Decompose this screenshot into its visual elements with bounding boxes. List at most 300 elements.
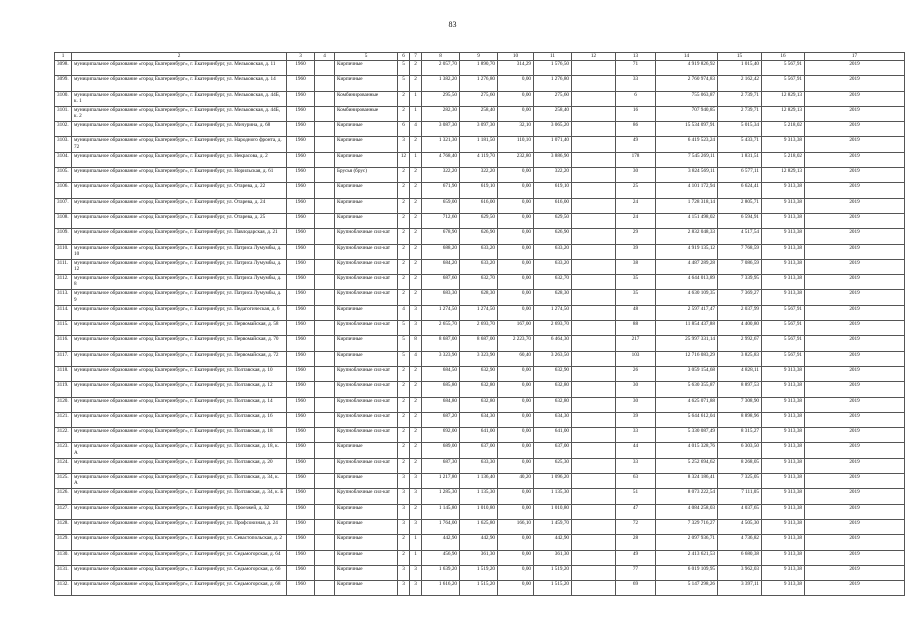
cell-cost: 4 015 328,76 — [656, 443, 718, 458]
cell-residents: 48 — [616, 305, 656, 320]
cell-nonres: 0,00 — [498, 183, 534, 198]
cell-living: 626,90 — [460, 229, 498, 244]
cell-residents: 35 — [616, 275, 656, 290]
cell-nonres: 232,80 — [498, 152, 534, 167]
cell-cost: 4 644 013,89 — [656, 275, 718, 290]
cell-cost: 7 329 716,27 — [656, 519, 718, 534]
cell-cost: 25 997 331,14 — [656, 336, 718, 351]
cell-nonres: 0,00 — [498, 76, 534, 91]
cell-empty-12 — [572, 183, 616, 198]
cell-unit: 4 505,30 — [718, 519, 762, 534]
cell-year: 1960 — [287, 519, 315, 534]
cell-nonres: 0,00 — [498, 458, 534, 473]
cell-plan: 2019 — [805, 61, 905, 76]
cell-addr: муниципальное образование «город Екатеринбург», г. Екатеринбург, ул. Мельковская, д. 11 — [72, 61, 287, 76]
cell-total: 1 135,30 — [534, 489, 572, 504]
cell-unit: 7 768,59 — [718, 244, 762, 259]
cell-floors: 2 — [398, 106, 410, 121]
cell-empty-12 — [572, 504, 616, 519]
cell-plan: 2019 — [805, 244, 905, 259]
cell-unit: 6 594,91 — [718, 213, 762, 228]
cell-addr: муниципальное образование «город Екатеринбург», г. Екатеринбург, ул. Патриса Лумумбы, д. 9 — [72, 290, 287, 305]
header-cell-5: 5 — [335, 53, 398, 61]
cell-cost: 3 059 154,68 — [656, 366, 718, 381]
cell-price: 12 829,13 — [762, 168, 805, 183]
table-row — [55, 152, 905, 167]
cell-year: 1960 — [287, 412, 315, 427]
cell-residents: 24 — [616, 198, 656, 213]
cell-price: 9 313,38 — [762, 565, 805, 580]
cell-entr: 2 — [410, 504, 422, 519]
cell-nonres: 0,00 — [498, 565, 534, 580]
cell-price: 9 313,38 — [762, 275, 805, 290]
cell-unit: 3 962,03 — [718, 565, 762, 580]
cell-living: 1 625,80 — [460, 519, 498, 534]
cell-price: 9 313,38 — [762, 458, 805, 473]
cell-area: 2 655,70 — [422, 321, 460, 336]
cell-nonres: 0,00 — [498, 91, 534, 106]
cell-nonres: 0,00 — [498, 275, 534, 290]
cell-type: Крупноблочные сил-кат — [335, 366, 398, 381]
cell-type: Кирпичные — [335, 550, 398, 565]
cell-year: 1960 — [287, 504, 315, 519]
cell-empty-4 — [315, 366, 335, 381]
cell-year: 1960 — [287, 474, 315, 489]
cell-empty-4 — [315, 581, 335, 596]
cell-living: 641,00 — [460, 428, 498, 443]
cell-entr: 1 — [410, 550, 422, 565]
table-row — [55, 198, 905, 213]
table-row — [55, 275, 905, 290]
cell-area: 684,20 — [422, 259, 460, 274]
table-row — [55, 474, 905, 489]
cell-entr: 2 — [410, 290, 422, 305]
cell-addr: муниципальное образование «город Екатеринбург», г. Екатеринбург, ул. Полтавская, д. 34, к. Б — [72, 489, 287, 504]
cell-unit: 2 162,42 — [718, 76, 762, 91]
cell-num: 3108. — [55, 213, 72, 228]
cell-num: 3116. — [55, 336, 72, 351]
cell-cost: 8 324 186,41 — [656, 474, 718, 489]
cell-empty-12 — [572, 122, 616, 137]
cell-addr: муниципальное образование «город Екатеринбург», г. Екатеринбург, ул. Норильская, д. 61 — [72, 168, 287, 183]
cell-num: 3098. — [55, 61, 72, 76]
cell-unit: 3 825,83 — [718, 351, 762, 366]
cell-floors: 3 — [398, 504, 410, 519]
table-row — [55, 550, 905, 565]
cell-total: 6 464,30 — [534, 336, 572, 351]
cell-floors: 3 — [398, 565, 410, 580]
table-row — [55, 366, 905, 381]
cell-empty-12 — [572, 275, 616, 290]
cell-price: 12 829,13 — [762, 106, 805, 121]
cell-cost: 2 832 048,33 — [656, 229, 718, 244]
cell-floors: 5 — [398, 336, 410, 351]
cell-type: Кирпичные — [335, 581, 398, 596]
cell-cost: 5 330 087,49 — [656, 428, 718, 443]
cell-total: 637,00 — [534, 443, 572, 458]
cell-cost: 2 097 936,71 — [656, 535, 718, 550]
cell-empty-4 — [315, 168, 335, 183]
cell-plan: 2019 — [805, 290, 905, 305]
cell-nonres: 2 223,70 — [498, 336, 534, 351]
cell-empty-12 — [572, 137, 616, 152]
cell-unit: 8 315,27 — [718, 428, 762, 443]
cell-num: 3102. — [55, 122, 72, 137]
cell-year: 1960 — [287, 61, 315, 76]
cell-type: Крупноблочные сил-кат — [335, 428, 398, 443]
cell-living: 632,80 — [460, 382, 498, 397]
cell-living: 4 119,70 — [460, 152, 498, 167]
cell-unit: 4 828,11 — [718, 366, 762, 381]
cell-num: 3103. — [55, 137, 72, 152]
cell-total: 1 010,80 — [534, 504, 572, 519]
cell-nonres: 0,00 — [498, 397, 534, 412]
cell-num: 3120. — [55, 397, 72, 412]
housing-registry-table-wrap — [54, 52, 860, 596]
cell-unit: 7 111,05 — [718, 489, 762, 504]
cell-num: 3099. — [55, 76, 72, 91]
cell-plan: 2019 — [805, 183, 905, 198]
cell-year: 1960 — [287, 259, 315, 274]
cell-unit: 5 433,71 — [718, 137, 762, 152]
cell-entr: 2 — [410, 137, 422, 152]
cell-year: 1960 — [287, 290, 315, 305]
cell-unit: 4 736,82 — [718, 535, 762, 550]
cell-type: Кирпичные — [335, 336, 398, 351]
cell-total: 634,30 — [534, 412, 572, 427]
cell-empty-12 — [572, 351, 616, 366]
header-cell-2: 2 — [72, 53, 287, 61]
cell-empty-4 — [315, 198, 335, 213]
cell-nonres: 0,00 — [498, 198, 534, 213]
cell-year: 1960 — [287, 535, 315, 550]
cell-residents: 39 — [616, 244, 656, 259]
cell-plan: 2019 — [805, 229, 905, 244]
cell-plan: 2019 — [805, 458, 905, 473]
cell-num: 3107. — [55, 198, 72, 213]
cell-nonres: 0,00 — [498, 428, 534, 443]
header-cell-15: 15 — [718, 53, 762, 61]
cell-empty-12 — [572, 382, 616, 397]
cell-entr: 2 — [410, 244, 422, 259]
cell-empty-4 — [315, 106, 335, 121]
cell-living: 2 693,70 — [460, 321, 498, 336]
cell-empty-4 — [315, 504, 335, 519]
header-cell-9: 9 — [460, 53, 498, 61]
cell-type: Крупноблочные сил-кат — [335, 275, 398, 290]
cell-plan: 2019 — [805, 137, 905, 152]
cell-unit: 8 897,53 — [718, 382, 762, 397]
cell-price: 5 218,02 — [762, 122, 805, 137]
cell-year: 1960 — [287, 428, 315, 443]
cell-empty-12 — [572, 581, 616, 596]
cell-addr: муниципальное образование «город Екатеринбург», г. Екатеринбург, ул. Полтавская, д. 16 — [72, 412, 287, 427]
cell-plan: 2019 — [805, 382, 905, 397]
cell-residents: 69 — [616, 581, 656, 596]
cell-plan: 2019 — [805, 152, 905, 167]
cell-year: 1960 — [287, 565, 315, 580]
cell-floors: 4 — [398, 305, 410, 320]
cell-residents: 6 — [616, 91, 656, 106]
cell-plan: 2019 — [805, 351, 905, 366]
cell-empty-12 — [572, 412, 616, 427]
cell-total: 619,10 — [534, 183, 572, 198]
cell-empty-4 — [315, 76, 335, 91]
cell-year: 1960 — [287, 122, 315, 137]
cell-unit: 1 015,40 — [718, 61, 762, 76]
cell-floors: 2 — [398, 168, 410, 183]
cell-year: 1960 — [287, 91, 315, 106]
cell-area: 3 323,90 — [422, 351, 460, 366]
cell-num: 3130. — [55, 550, 72, 565]
cell-living: 632,80 — [460, 397, 498, 412]
cell-addr: муниципальное образование «город Екатеринбург», г. Екатеринбург, ул. Мельковская, д. 14 — [72, 76, 287, 91]
cell-nonres: 32,10 — [498, 122, 534, 137]
cell-addr: муниципальное образование «город Екатеринбург», г. Екатеринбург, ул. Отарева, д. 25 — [72, 213, 287, 228]
cell-living: 3 097,30 — [460, 122, 498, 137]
cell-entr: 4 — [410, 122, 422, 137]
cell-addr: муниципальное образование «город Екатеринбург», г. Екатеринбург, ул. Полтавская, д. 14 — [72, 397, 287, 412]
cell-living: 442,90 — [460, 535, 498, 550]
cell-total: 633,20 — [534, 244, 572, 259]
table-row — [55, 244, 905, 259]
cell-residents: 33 — [616, 428, 656, 443]
cell-price: 9 313,38 — [762, 213, 805, 228]
cell-empty-12 — [572, 336, 616, 351]
cell-living: 634,30 — [460, 412, 498, 427]
table-row — [55, 428, 905, 443]
cell-addr: муниципальное образование «город Екатеринбург», г. Екатеринбург, ул. Патриса Лумумбы, д. 12 — [72, 259, 287, 274]
cell-total: 616,00 — [534, 198, 572, 213]
cell-residents: 71 — [616, 61, 656, 76]
cell-total: 275,60 — [534, 91, 572, 106]
cell-num: 3126. — [55, 489, 72, 504]
cell-empty-12 — [572, 61, 616, 76]
cell-total: 1 071,40 — [534, 137, 572, 152]
cell-addr: муниципальное образование «город Екатеринбург», г. Екатеринбург, ул. Павлодарская, д. 21 — [72, 229, 287, 244]
cell-unit: 2 037,99 — [718, 305, 762, 320]
cell-total: 361,30 — [534, 550, 572, 565]
table-row — [55, 336, 905, 351]
cell-unit: 7 086,59 — [718, 259, 762, 274]
cell-year: 1960 — [287, 366, 315, 381]
cell-empty-4 — [315, 535, 335, 550]
cell-empty-12 — [572, 565, 616, 580]
cell-empty-4 — [315, 91, 335, 106]
cell-cost: 4 101 172,94 — [656, 183, 718, 198]
cell-type: Кирпичные — [335, 443, 398, 458]
cell-year: 1960 — [287, 458, 315, 473]
table-row — [55, 581, 905, 596]
cell-cost: 707 940,85 — [656, 106, 718, 121]
table-row — [55, 229, 905, 244]
cell-empty-12 — [572, 152, 616, 167]
table-row — [55, 412, 905, 427]
cell-num: 3105. — [55, 168, 72, 183]
cell-cost: 6 419 523,24 — [656, 137, 718, 152]
cell-empty-12 — [572, 229, 616, 244]
cell-year: 1960 — [287, 581, 315, 596]
cell-living: 619,10 — [460, 183, 498, 198]
cell-plan: 2019 — [805, 565, 905, 580]
cell-empty-4 — [315, 213, 335, 228]
table-row — [55, 535, 905, 550]
cell-empty-12 — [572, 76, 616, 91]
cell-empty-4 — [315, 443, 335, 458]
cell-type: Крупноблочные сил-кат — [335, 458, 398, 473]
cell-total: 322,20 — [534, 168, 572, 183]
cell-addr: муниципальное образование «город Екатеринбург», г. Екатеринбург, ул. Полтавская, д. 34, к. А — [72, 474, 287, 489]
cell-total: 633,20 — [534, 259, 572, 274]
cell-empty-4 — [315, 474, 335, 489]
cell-type: Кирпичные — [335, 519, 398, 534]
cell-year: 1960 — [287, 489, 315, 504]
cell-nonres: 0,00 — [498, 229, 534, 244]
cell-addr: муниципальное образование «город Екатеринбург», г. Екатеринбург, ул. Мельковская, д. 44Б, к. 1 — [72, 91, 287, 106]
cell-type: Кирпичные — [335, 535, 398, 550]
cell-plan: 2019 — [805, 519, 905, 534]
cell-residents: 33 — [616, 76, 656, 91]
cell-total: 632,80 — [534, 382, 572, 397]
table-body — [55, 53, 905, 596]
cell-plan: 2019 — [805, 336, 905, 351]
cell-empty-12 — [572, 305, 616, 320]
cell-plan: 2019 — [805, 397, 905, 412]
cell-floors: 6 — [398, 122, 410, 137]
cell-empty-12 — [572, 550, 616, 565]
cell-floors: 2 — [398, 397, 410, 412]
cell-addr: муниципальное образование «город Екатеринбург», г. Екатеринбург, ул. Полтавская, д. 20 — [72, 458, 287, 473]
cell-num: 3101. — [55, 106, 72, 121]
cell-cost: 5 147 298,26 — [656, 581, 718, 596]
cell-floors: 12 — [398, 152, 410, 167]
cell-price: 9 313,38 — [762, 366, 805, 381]
cell-floors: 2 — [398, 213, 410, 228]
cell-empty-4 — [315, 305, 335, 320]
cell-floors: 2 — [398, 458, 410, 473]
cell-entr: 2 — [410, 443, 422, 458]
cell-area: 4 768,40 — [422, 152, 460, 167]
cell-area: 442,90 — [422, 535, 460, 550]
cell-entr: 3 — [410, 321, 422, 336]
cell-total: 1 459,70 — [534, 519, 572, 534]
table-row — [55, 106, 905, 121]
cell-addr: муниципальное образование «город Екатеринбург», г. Екатеринбург, ул. Проезжей, д. 32 — [72, 504, 287, 519]
cell-nonres: 0,00 — [498, 504, 534, 519]
cell-living: 275,60 — [460, 91, 498, 106]
cell-nonres: 0,00 — [498, 259, 534, 274]
cell-area: 671,90 — [422, 183, 460, 198]
cell-num: 3132. — [55, 581, 72, 596]
cell-cost: 1 728 318,14 — [656, 198, 718, 213]
cell-price: 5 567,91 — [762, 336, 805, 351]
cell-type: Крупноблочные сил-кат — [335, 489, 398, 504]
table-row — [55, 137, 905, 152]
cell-living: 322,20 — [460, 168, 498, 183]
cell-empty-12 — [572, 213, 616, 228]
cell-year: 1960 — [287, 213, 315, 228]
cell-residents: 30 — [616, 397, 656, 412]
cell-type: Крупноблочные сил-кат — [335, 397, 398, 412]
cell-area: 1 764,00 — [422, 519, 460, 534]
table-header-row — [55, 53, 905, 61]
cell-residents: 63 — [616, 474, 656, 489]
table-row — [55, 305, 905, 320]
cell-area: 2 057,70 — [422, 61, 460, 76]
cell-addr: муниципальное образование «город Екатеринбург», г. Екатеринбург, ул. Некрасова, д. 2 — [72, 152, 287, 167]
header-cell-8: 8 — [422, 53, 460, 61]
cell-empty-12 — [572, 106, 616, 121]
cell-nonres: 166,10 — [498, 519, 534, 534]
cell-plan: 2019 — [805, 474, 905, 489]
cell-area: 687,60 — [422, 275, 460, 290]
cell-unit: 6 624,41 — [718, 183, 762, 198]
cell-addr: муниципальное образование «город Екатеринбург», г. Екатеринбург, ул. Мичурина, д. 68 — [72, 122, 287, 137]
cell-type: Кирпичные — [335, 61, 398, 76]
cell-plan: 2019 — [805, 305, 905, 320]
cell-num: 3106. — [55, 183, 72, 198]
cell-unit: 8 898,96 — [718, 412, 762, 427]
cell-entr: 2 — [410, 183, 422, 198]
table-row — [55, 259, 905, 274]
cell-total: 626,90 — [534, 229, 572, 244]
cell-num: 3129. — [55, 535, 72, 550]
cell-unit: 6 680,38 — [718, 550, 762, 565]
cell-entr: 1 — [410, 152, 422, 167]
cell-entr: 3 — [410, 474, 422, 489]
cell-type: Крупноблочные сил-кат — [335, 321, 398, 336]
cell-empty-4 — [315, 550, 335, 565]
cell-plan: 2019 — [805, 275, 905, 290]
cell-total: 625,30 — [534, 458, 572, 473]
cell-num: 3123. — [55, 443, 72, 458]
cell-price: 5 567,91 — [762, 61, 805, 76]
cell-entr: 2 — [410, 168, 422, 183]
cell-cost: 3 824 569,11 — [656, 168, 718, 183]
cell-plan: 2019 — [805, 535, 905, 550]
cell-empty-4 — [315, 351, 335, 366]
cell-price: 9 313,38 — [762, 412, 805, 427]
cell-floors: 5 — [398, 321, 410, 336]
cell-empty-12 — [572, 168, 616, 183]
table-row — [55, 519, 905, 534]
cell-residents: 33 — [616, 458, 656, 473]
header-cell-16: 16 — [762, 53, 805, 61]
cell-total: 1 096,20 — [534, 474, 572, 489]
cell-floors: 2 — [398, 183, 410, 198]
cell-cost: 6 019 109,95 — [656, 565, 718, 580]
cell-entr: 1 — [410, 91, 422, 106]
cell-living: 1 276,80 — [460, 76, 498, 91]
cell-unit: 5 015,34 — [718, 122, 762, 137]
cell-entr: 3 — [410, 305, 422, 320]
cell-plan: 2019 — [805, 198, 905, 213]
cell-area: 684,80 — [422, 397, 460, 412]
cell-unit: 4 517,54 — [718, 229, 762, 244]
cell-living: 632,90 — [460, 366, 498, 381]
cell-area: 687,30 — [422, 458, 460, 473]
cell-total: 628,30 — [534, 290, 572, 305]
cell-entr: 8 — [410, 336, 422, 351]
cell-cost: 4 919 826,92 — [656, 61, 718, 76]
cell-empty-4 — [315, 458, 335, 473]
header-cell-13: 13 — [616, 53, 656, 61]
cell-type: Комбинированные — [335, 106, 398, 121]
cell-plan: 2019 — [805, 504, 905, 519]
cell-empty-4 — [315, 244, 335, 259]
cell-type: Кирпичные — [335, 351, 398, 366]
cell-empty-4 — [315, 565, 335, 580]
